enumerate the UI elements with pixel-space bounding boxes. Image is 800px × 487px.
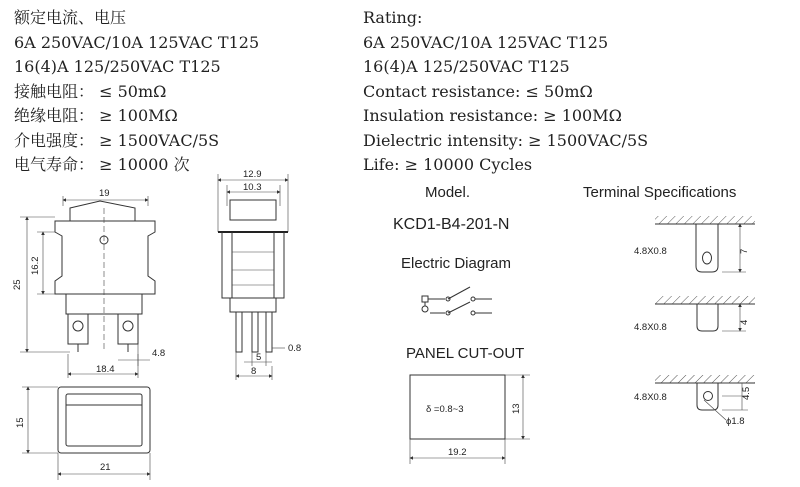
dim-side-pin-span: 8 [251, 366, 257, 377]
side-view [218, 169, 301, 380]
bottom-view [15, 387, 150, 480]
terminal-1-size: 4.8X0.8 [634, 246, 667, 257]
dim-bottom-width: 21 [100, 462, 111, 473]
front-view [12, 188, 165, 378]
dim-side-pin-gap: 5 [256, 352, 262, 363]
panel-cutout-note: δ =0.8~3 [426, 404, 464, 415]
spec-cn-line: 绝缘电阻： ≥ 100MΩ [14, 106, 178, 125]
panel-cutout-drawing [410, 375, 530, 464]
terminal-3-hole: ϕ1.8 [726, 416, 745, 427]
spec-en-line: Contact resistance: ≤ 50mΩ [363, 81, 593, 101]
electric-diagram-title: Electric Diagram [401, 255, 512, 272]
dim-side-top-inner: 10.3 [243, 182, 262, 193]
dim-side-top-outer: 12.9 [243, 169, 262, 180]
dim-front-height-outer: 25 [12, 279, 23, 290]
panel-cutout-title: PANEL CUT-OUT [406, 345, 525, 362]
model-code: KCD1-B4-201-N [393, 216, 510, 233]
panel-cutout-height: 13 [511, 403, 522, 414]
terminal-3-size: 4.8X0.8 [634, 392, 667, 403]
terminal-2-dim: 4 [739, 319, 750, 325]
dim-front-height-inner: 16.2 [30, 256, 41, 275]
spec-cn-line: 16(4)A 125/250VAC T125 [14, 57, 221, 76]
dim-front-terminal-pitch: 4.8 [152, 348, 166, 359]
terminal-specs-title: Terminal Specifications [583, 184, 737, 201]
dim-front-bottom: 18.4 [96, 364, 115, 375]
dim-bottom-height: 15 [15, 417, 26, 428]
terminal-3-dim: 4.5 [741, 386, 752, 400]
terminal-spec-3 [634, 375, 755, 427]
terminal-2-size: 4.8X0.8 [634, 322, 667, 333]
spec-cn-line: 额定电流、电压 [14, 8, 127, 27]
model-label: Model. [425, 184, 471, 201]
dim-side-pin-thickness: 0.8 [288, 343, 302, 354]
terminal-spec-1 [634, 216, 755, 272]
spec-en-line: 6A 250VAC/10A 125VAC T125 [363, 32, 609, 52]
spec-en-line: Life: ≥ 10000 Cycles [363, 155, 533, 174]
spec-en-line: Rating: [363, 8, 423, 27]
spec-cn-line: 接触电阻： ≤ 50mΩ [14, 81, 167, 101]
spec-en-line: 16(4)A 125/250VAC T125 [363, 57, 570, 76]
spec-en-line: Insulation resistance: ≥ 100MΩ [363, 106, 622, 125]
electric-diagram-schematic [422, 287, 492, 315]
spec-en-line: Dielectric intensity: ≥ 1500VAC/5S [363, 130, 649, 150]
terminal-1-dim: 7 [739, 248, 750, 254]
dim-front-top: 19 [99, 188, 110, 199]
spec-cn-line: 6A 250VAC/10A 125VAC T125 [14, 32, 260, 52]
terminal-spec-2 [634, 296, 755, 333]
spec-cn-line: 介电强度： ≥ 1500VAC/5S [14, 130, 220, 150]
spec-cn-line: 电气寿命： ≥ 10000 次 [14, 155, 190, 174]
panel-cutout-width: 19.2 [448, 447, 467, 458]
